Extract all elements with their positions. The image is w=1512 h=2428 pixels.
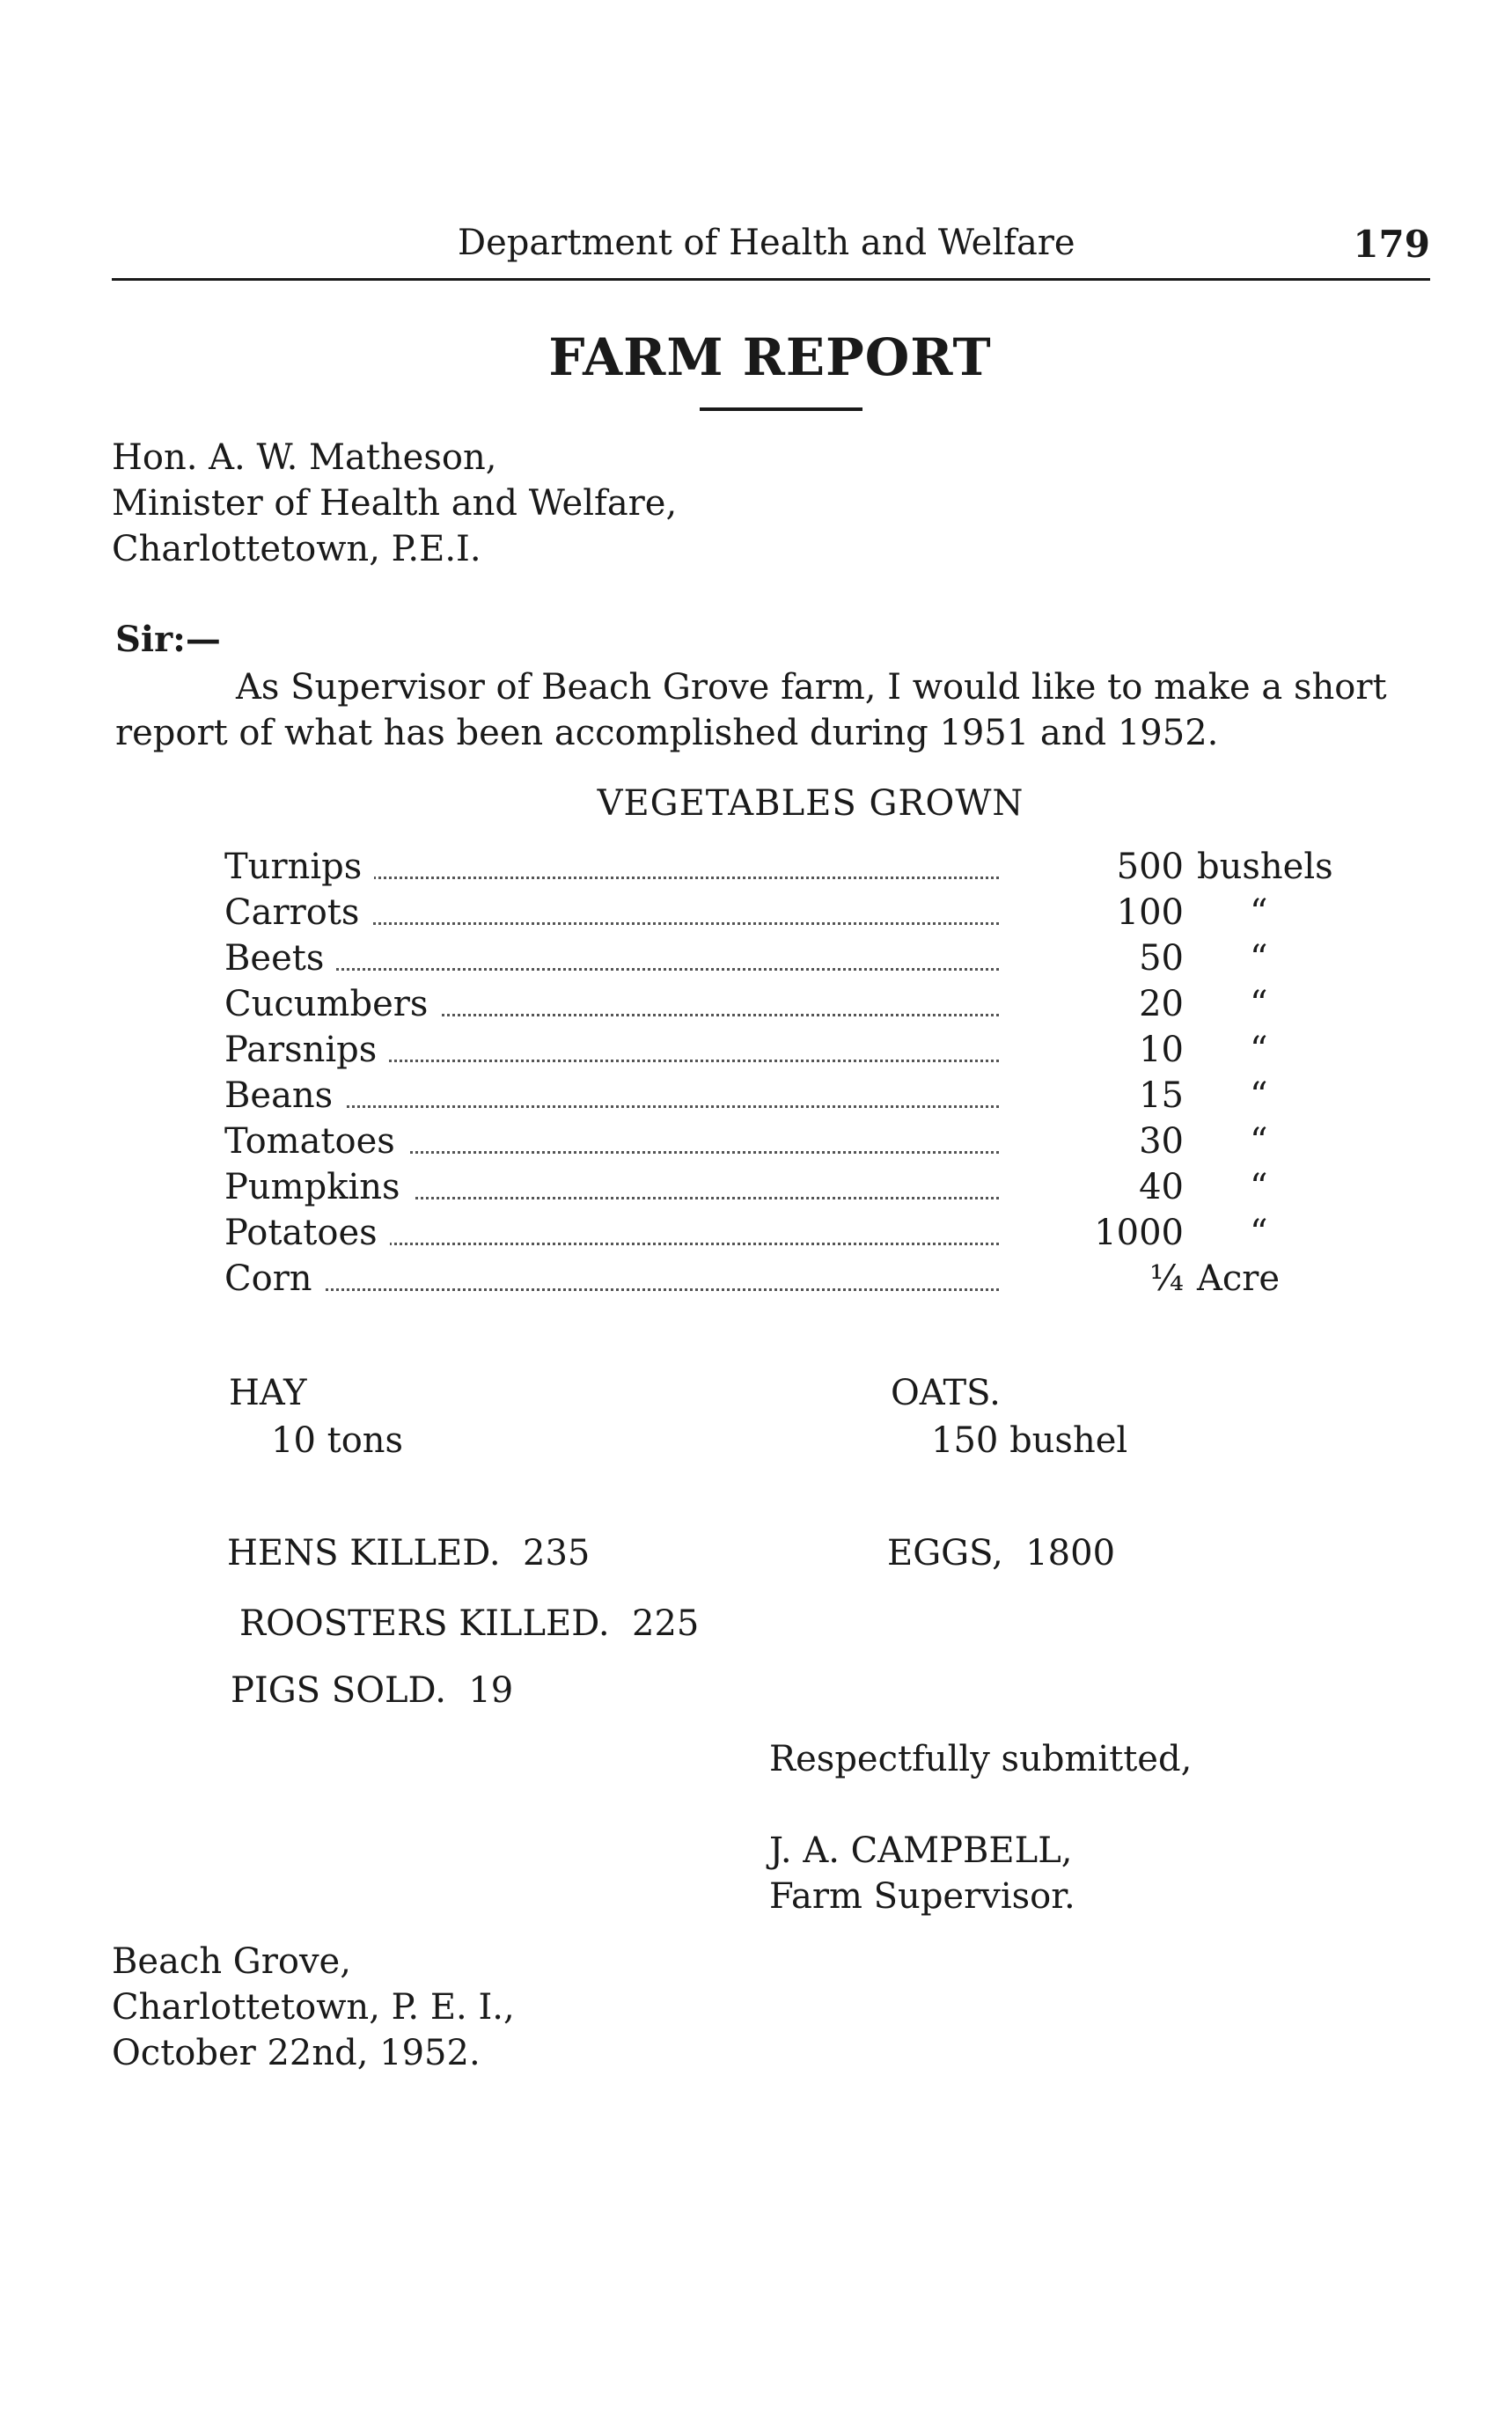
leader-dots [224, 1288, 999, 1291]
place-line: Beach Grove, [112, 1941, 351, 1982]
vegetable-name: Beans [224, 1075, 345, 1116]
vegetable-row [224, 938, 1369, 984]
vegetable-name: Tomatoes [224, 1121, 407, 1162]
running-head [0, 223, 1430, 267]
vegetable-unit: “ [1250, 1213, 1268, 1253]
vegetable-unit: bushels [1197, 847, 1333, 887]
vegetable-quantity: 40 [1139, 1167, 1184, 1207]
closing: Respectfully submitted, [769, 1739, 1193, 1779]
vegetable-name: Beets [224, 938, 336, 979]
vegetable-unit: “ [1250, 938, 1268, 979]
vegetable-quantity: 15 [1139, 1075, 1184, 1116]
vegetable-unit: “ [1250, 1075, 1268, 1116]
vegetable-row [224, 847, 1369, 892]
salutation: Sir:— [115, 619, 221, 660]
vegetable-unit: “ [1250, 984, 1268, 1024]
signer-name: J. A. CAMPBELL, [769, 1830, 1073, 1871]
vegetable-unit: Acre [1197, 1258, 1281, 1299]
vegetable-row [224, 1121, 1369, 1167]
vegetable-quantity: 10 [1139, 1030, 1184, 1070]
vegetable-quantity: 500 [1116, 847, 1184, 887]
running-head-title: Department of Health and Welfare [458, 223, 1075, 263]
roosters-killed: ROOSTERS KILLED. 225 [239, 1603, 700, 1644]
vegetable-name: Parsnips [224, 1030, 389, 1070]
title-rule [700, 407, 862, 411]
vegetable-unit: “ [1250, 892, 1268, 933]
vegetable-row [224, 1258, 1369, 1304]
vegetable-row [224, 1075, 1369, 1121]
oats-value: 150 bushel [931, 1420, 1128, 1461]
body-text-line: As Supervisor of Beach Grove farm, I would like to make a short [236, 667, 1387, 708]
vegetables-heading: VEGETABLES GROWN [597, 783, 1024, 824]
page-number: 179 [1353, 223, 1430, 266]
header-rule [112, 278, 1430, 281]
vegetable-quantity: 1000 [1094, 1213, 1184, 1253]
vegetable-row [224, 892, 1369, 938]
vegetable-name: Potatoes [224, 1213, 390, 1253]
report-title: FARM REPORT [548, 327, 992, 387]
body-text-line: report of what has been accomplished during 1951 and 1952. [115, 713, 1219, 753]
vegetable-quantity: 30 [1139, 1121, 1184, 1162]
vegetable-row [224, 1213, 1369, 1258]
vegetables-table [224, 847, 1369, 1304]
vegetable-name: Carrots [224, 892, 371, 933]
vegetable-name: Turnips [224, 847, 374, 887]
vegetable-name: Cucumbers [224, 984, 440, 1024]
vegetable-quantity: 100 [1116, 892, 1184, 933]
hay-label: HAY [229, 1373, 307, 1413]
vegetable-quantity: ¼ [1149, 1258, 1184, 1299]
vegetable-row [224, 1167, 1369, 1213]
vegetable-row [224, 1030, 1369, 1075]
vegetable-quantity: 20 [1139, 984, 1184, 1024]
vegetable-quantity: 50 [1139, 938, 1184, 979]
eggs: EGGS, 1800 [887, 1533, 1116, 1573]
date-line: October 22nd, 1952. [112, 2033, 481, 2073]
addressee-city: Charlottetown, P.E.I. [112, 529, 481, 569]
vegetable-row [224, 984, 1369, 1030]
oats-label: OATS. [891, 1373, 1001, 1413]
hens-killed: HENS KILLED. 235 [227, 1533, 591, 1573]
leader-dots [224, 968, 999, 971]
vegetable-unit: “ [1250, 1121, 1268, 1162]
place-line: Charlottetown, P. E. I., [112, 1987, 515, 2028]
vegetable-unit: “ [1250, 1167, 1268, 1207]
pigs-sold: PIGS SOLD. 19 [231, 1670, 514, 1711]
vegetable-name: Pumpkins [224, 1167, 413, 1207]
vegetable-name: Corn [224, 1258, 325, 1299]
hay-value: 10 tons [271, 1420, 404, 1461]
addressee-name: Hon. A. W. Matheson, [112, 437, 497, 478]
addressee-position: Minister of Health and Welfare, [112, 483, 678, 524]
vegetable-unit: “ [1250, 1030, 1268, 1070]
signer-title: Farm Supervisor. [769, 1876, 1075, 1917]
